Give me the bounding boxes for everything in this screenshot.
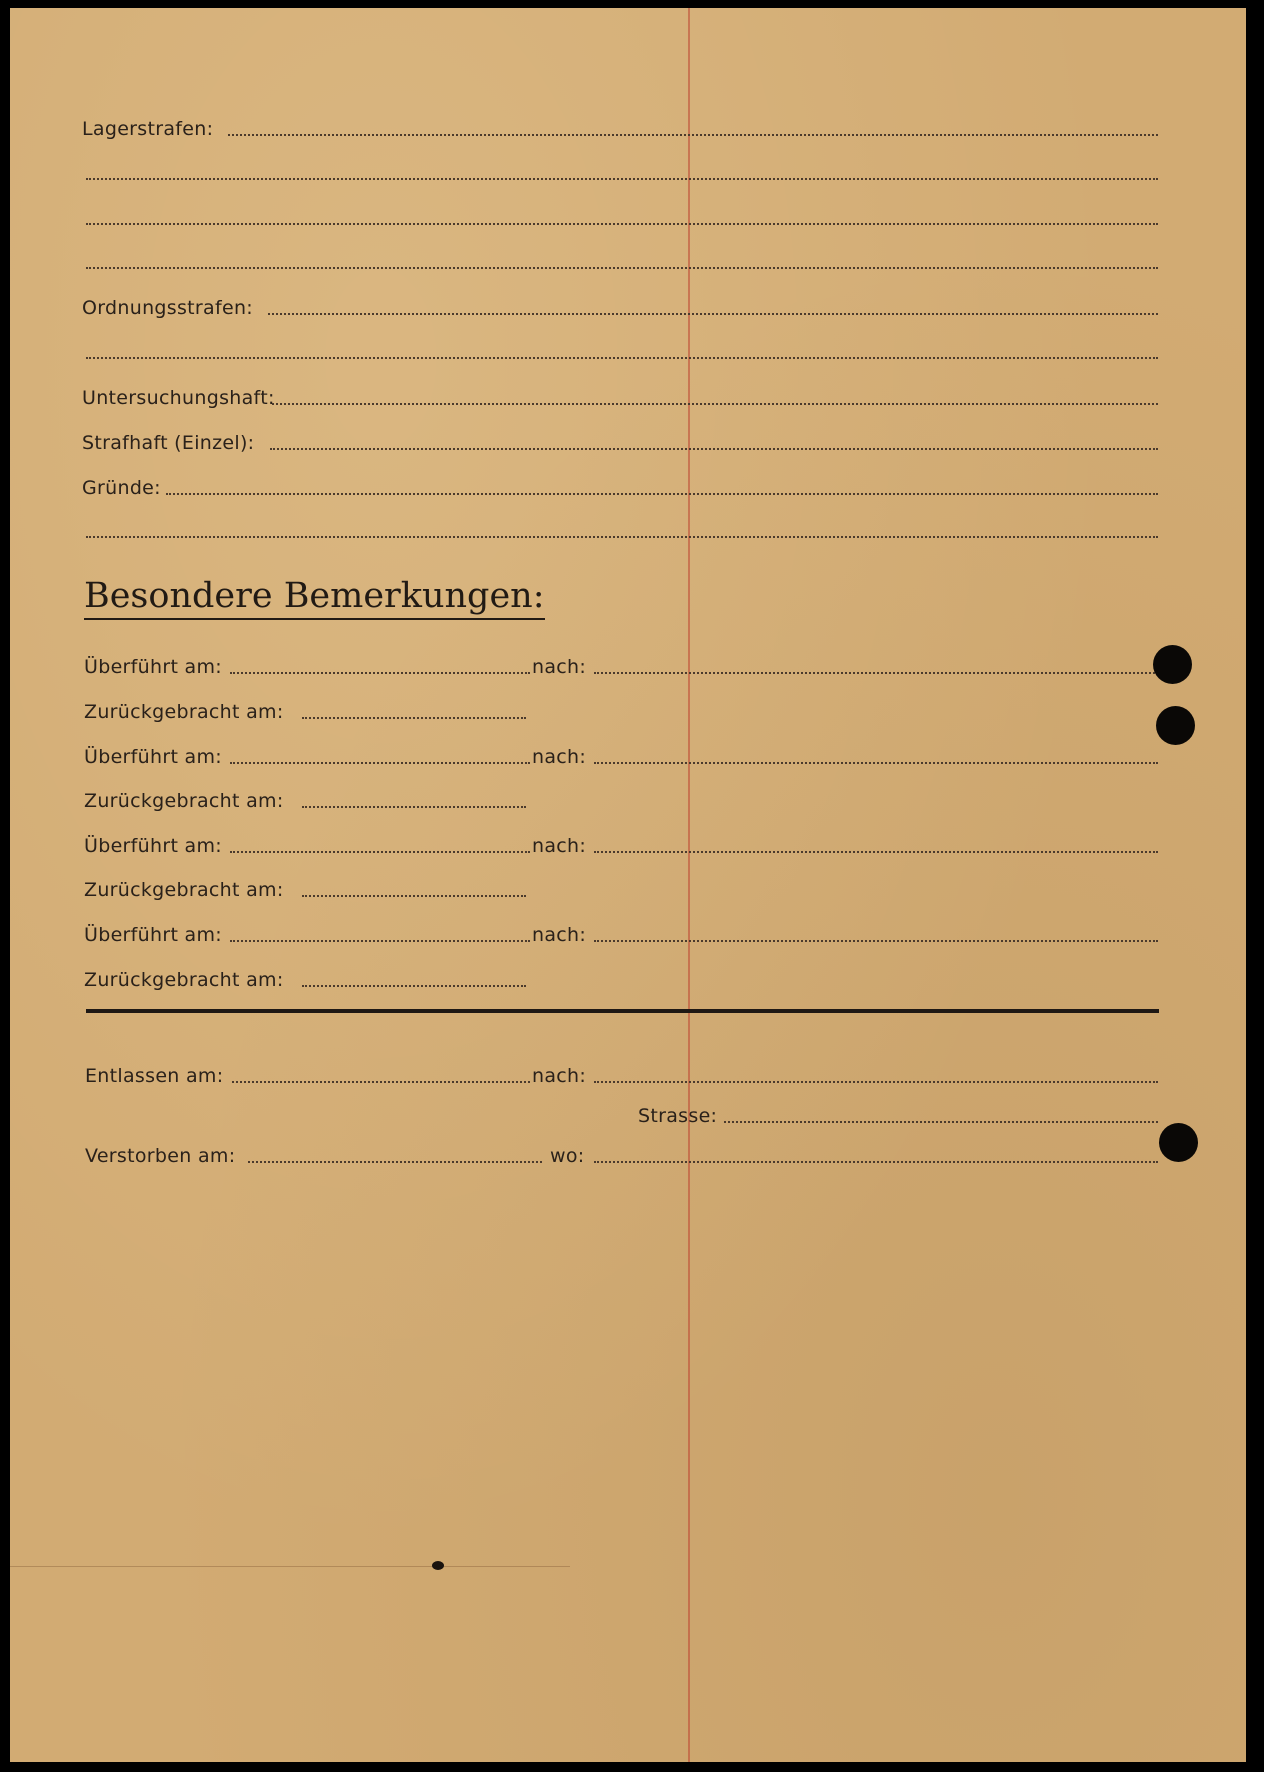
section-divider bbox=[86, 1009, 1159, 1013]
lagerstrafen-field-line-1[interactable] bbox=[228, 134, 1158, 136]
nach-label: nach: bbox=[532, 924, 587, 946]
ueberfuehrt-label: Überführt am: bbox=[84, 656, 222, 678]
verstorben-label: Verstorben am: bbox=[85, 1145, 236, 1167]
lagerstrafen-field-line-3[interactable] bbox=[86, 223, 1158, 225]
nach-destination-field[interactable] bbox=[594, 851, 1158, 853]
strafhaft-field[interactable] bbox=[270, 448, 1158, 450]
ordnungsstrafen-label: Ordnungsstrafen: bbox=[82, 297, 254, 319]
wo-place-field[interactable] bbox=[594, 1161, 1158, 1163]
punch-hole bbox=[1159, 1123, 1198, 1162]
nach-destination-field[interactable] bbox=[594, 762, 1158, 764]
punch-hole bbox=[1153, 645, 1192, 684]
strafhaft-label: Strafhaft (Einzel): bbox=[82, 432, 255, 454]
nach-label: nach: bbox=[532, 835, 587, 857]
gruende-field-line-2[interactable] bbox=[86, 536, 1158, 538]
ueberfuehrt-date-field[interactable] bbox=[230, 762, 530, 764]
entlassen-label: Entlassen am: bbox=[85, 1065, 224, 1087]
entlassen-destination-field[interactable] bbox=[594, 1081, 1158, 1083]
ueberfuehrt-label: Überführt am: bbox=[84, 835, 222, 857]
ueberfuehrt-date-field[interactable] bbox=[230, 672, 530, 674]
untersuchungshaft-label: Untersuchungshaft: bbox=[82, 387, 275, 409]
zurueckgebracht-date-field[interactable] bbox=[302, 717, 526, 719]
strasse-label: Strasse: bbox=[638, 1105, 718, 1127]
ink-speck bbox=[432, 1561, 444, 1570]
nach-label: nach: bbox=[532, 656, 587, 678]
ueberfuehrt-date-field[interactable] bbox=[230, 851, 530, 853]
strasse-field[interactable] bbox=[724, 1121, 1158, 1123]
zurueckgebracht-label: Zurückgebracht am: bbox=[84, 879, 284, 901]
punch-hole bbox=[1156, 706, 1195, 745]
nach-label: nach: bbox=[532, 1065, 587, 1087]
nach-destination-field[interactable] bbox=[594, 672, 1158, 674]
entlassen-date-field[interactable] bbox=[232, 1081, 530, 1083]
gruende-label: Gründe: bbox=[82, 477, 161, 499]
nach-label: nach: bbox=[532, 746, 587, 768]
center-fold-line bbox=[688, 8, 690, 1762]
zurueckgebracht-label: Zurückgebracht am: bbox=[84, 969, 284, 991]
besondere-bemerkungen-heading: Besondere Bemerkungen: bbox=[84, 576, 545, 620]
zurueckgebracht-date-field[interactable] bbox=[302, 895, 526, 897]
ordnungsstrafen-field-line-1[interactable] bbox=[268, 313, 1158, 315]
paper-crease bbox=[10, 1566, 570, 1567]
zurueckgebracht-date-field[interactable] bbox=[302, 985, 526, 987]
zurueckgebracht-label: Zurückgebracht am: bbox=[84, 701, 284, 723]
nach-destination-field[interactable] bbox=[594, 940, 1158, 942]
ueberfuehrt-date-field[interactable] bbox=[230, 940, 530, 942]
zurueckgebracht-label: Zurückgebracht am: bbox=[84, 790, 284, 812]
lagerstrafen-label: Lagerstrafen: bbox=[82, 118, 214, 140]
wo-label: wo: bbox=[550, 1145, 585, 1167]
verstorben-date-field[interactable] bbox=[248, 1161, 542, 1163]
untersuchungshaft-field[interactable] bbox=[272, 403, 1158, 405]
zurueckgebracht-date-field[interactable] bbox=[302, 806, 526, 808]
lagerstrafen-field-line-2[interactable] bbox=[86, 178, 1158, 180]
ueberfuehrt-label: Überführt am: bbox=[84, 924, 222, 946]
lagerstrafen-field-line-4[interactable] bbox=[86, 267, 1158, 269]
gruende-field-line-1[interactable] bbox=[166, 493, 1158, 495]
ordnungsstrafen-field-line-2[interactable] bbox=[86, 357, 1158, 359]
ueberfuehrt-label: Überführt am: bbox=[84, 746, 222, 768]
form-page bbox=[10, 8, 1246, 1762]
